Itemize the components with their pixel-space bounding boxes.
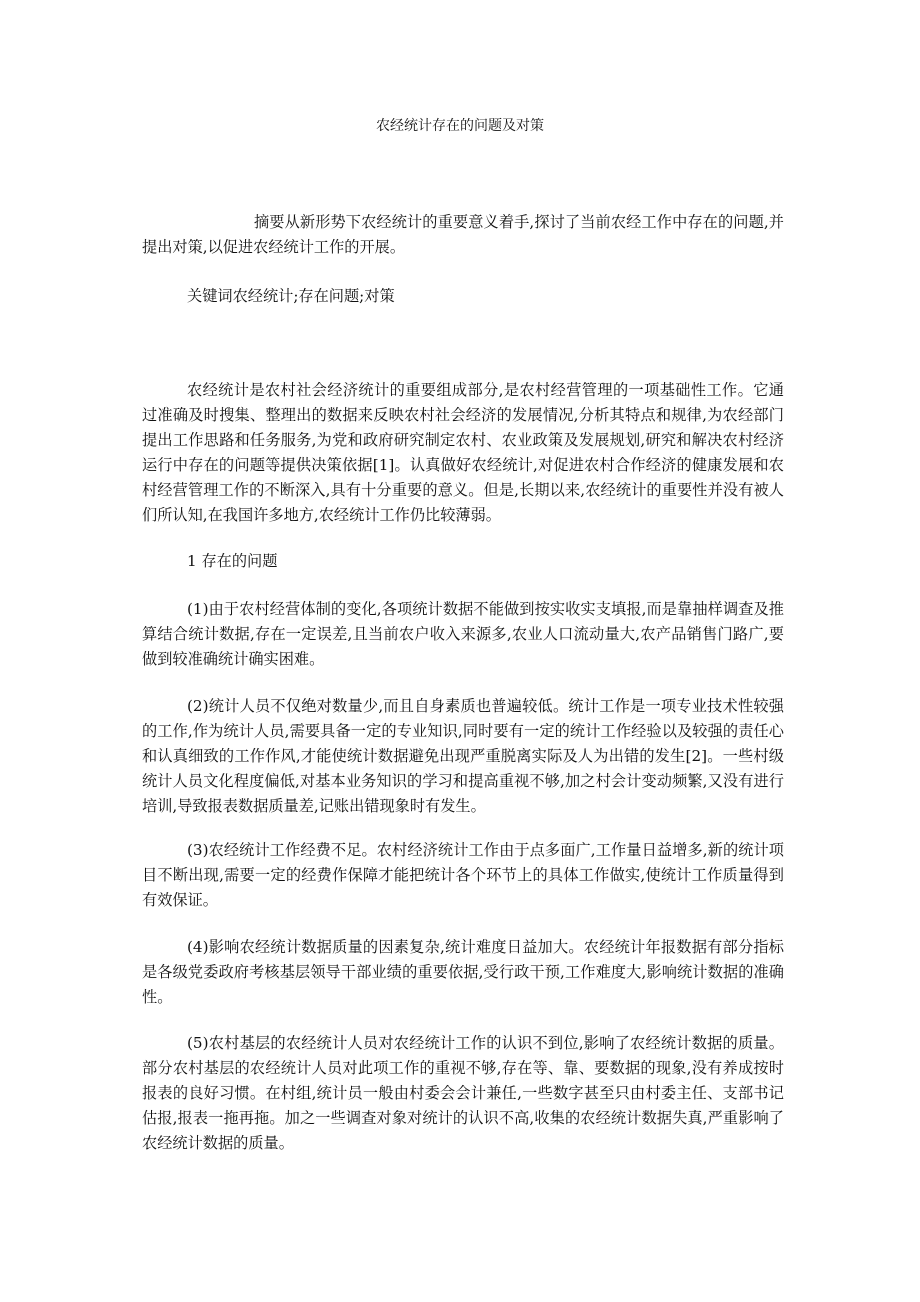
item-paragraph-3: (3)农经统计工作经费不足。农村经济统计工作由于点多面广,工作量日益增多,新的统计项目不断出现,需要一定的经费作保障才能把统计各个环节上的具体工作做实,使统计工作质量得到有效保证。 (142, 841, 784, 909)
item-paragraph-2: (2)统计人员不仅绝对数量少,而且自身素质也普遍较低。统计工作是一项专业技术性较强的工作,作为统计人员,需要具备一定的专业知识,同时要有一定的统计工作经验以及较强的责任心和认真细致的工作作风,才能使统计数据避免出现严重脱离实际及人为出错的发生[2]。一些村级统计人员文化程度偏低,对基本业务知识的学习和提高重视不够,加之村会计变动频繁,又没有进行培训,导致报表数据质量差,记账出错现象时有发生。 (142, 697, 784, 815)
item-paragraph-4: (4)影响农经统计数据质量的因素复杂,统计难度日益加大。农经统计年报数据有部分指标是各级党委政府考核基层领导干部业绩的重要依据,受行政干预,工作难度大,影响统计数据的准确性。 (142, 938, 784, 1006)
item-paragraph-5: (5)农村基层的农经统计人员对农经统计工作的认识不到位,影响了农经统计数据的质量。部分农村基层的农经统计人员对此项工作的重视不够,存在等、靠、要数据的现象,没有养成按时报表的良好习惯。在村组,统计员一般由村委会会计兼任,一些数字甚至只由村委主任、支部书记估报,报表一拖再拖。加之一些调查对象对统计的认识不高,收集的农经统计数据失真,严重影响了农经统计数据的质量。 (142, 1034, 784, 1152)
item-paragraph-1: (1)由于农村经营体制的变化,各项统计数据不能做到按实收实支填报,而是靠抽样调查及推算结合统计数据,存在一定误差,且当前农户收入来源多,农业人口流动量大,农产品销售门路广,要做到较准确统计确实困难。 (142, 600, 784, 668)
keywords-line: 关键词农经统计;存在问题;对策 (187, 287, 395, 305)
abstract-paragraph: 摘要从新形势下农经统计的重要意义着手,探讨了当前农经工作中存在的问题,并提出对策,以促进农经统计工作的开展。 (142, 213, 784, 256)
intro-paragraph: 农经统计是农村社会经济统计的重要组成部分,是农村经营管理的一项基础性工作。它通过准确及时搜集、整理出的数据来反映农村社会经济的发展情况,分析其特点和规律,为农经部门提出工作思路和任务服务,为党和政府研究制定农村、农业政策及发展规划,研究和解决农村经济运行中存在的问题等提供决策依据[1]。认真做好农经统计,对促进农村合作经济的健康发展和农村经营管理工作的不断深入,具有十分重要的意义。但是,长期以来,农经统计的重要性并没有被人们所认知,在我国许多地方,农经统计工作仍比较薄弱。 (142, 381, 784, 524)
document-title: 农经统计存在的问题及对策 (376, 118, 544, 134)
section-heading: 1 存在的问题 (187, 552, 278, 570)
